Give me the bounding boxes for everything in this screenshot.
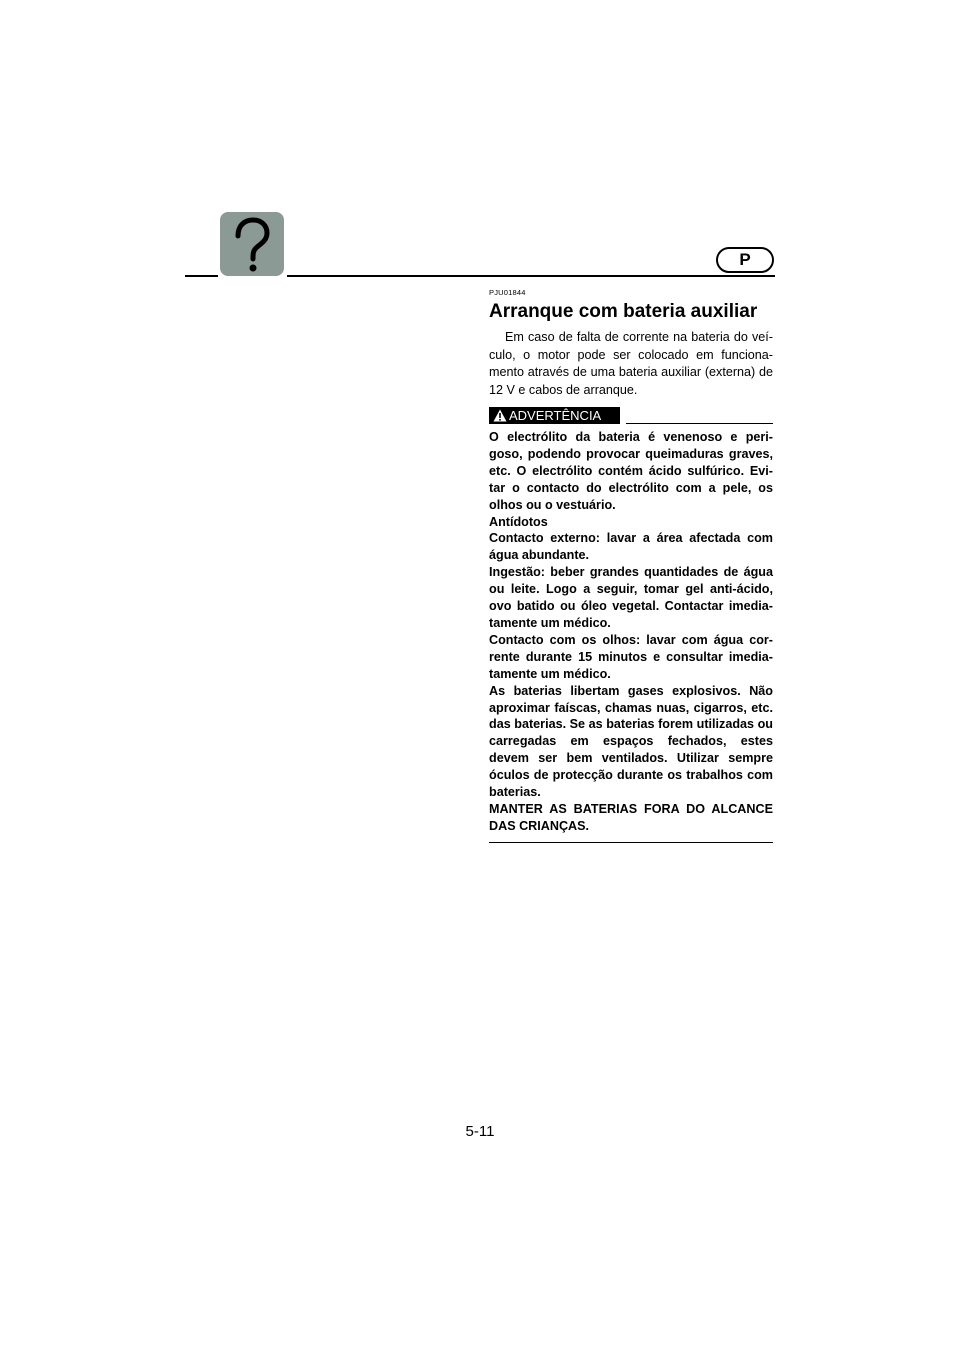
- question-mark-icon: [220, 212, 284, 276]
- warning-label: ADVERTÊNCIA: [509, 408, 602, 423]
- warning-rule: [626, 423, 773, 424]
- content-column: [489, 288, 773, 843]
- warning-paragraph: Antídotos: [489, 514, 548, 529]
- warning-paragraph: Ingestão: beber grandes quantidades de água ou leite. Logo a seguir, tomar gel anti-ácido, ovo batido ou óleo vegetal. Contactar imedia-tamente um médico.: [489, 565, 773, 630]
- section-code: PJU01844: [489, 288, 526, 297]
- section-icon-box: [220, 212, 284, 276]
- warning-paragraph: O electrólito da bateria é venenoso e peri-goso, podendo provocar queimaduras graves, etc. O electrólito contém ácido sulfúrico. Evi-tar o contacto do electrólito com a pele, os olhos ou o vestuário.: [489, 430, 773, 512]
- section-title: Arranque com bateria auxiliar: [489, 301, 758, 322]
- warning-badge: [489, 407, 620, 424]
- warning-paragraph: Contacto externo: lavar a área afectada com água abundante.: [489, 531, 773, 563]
- warning-text: [489, 429, 773, 835]
- header-rule-left: [185, 275, 218, 277]
- warning-triangle-icon: [493, 409, 507, 422]
- warning-paragraph: Contacto com os olhos: lavar com água cor-rente durante 15 minutos e consultar imedia-tamente um médico.: [489, 632, 773, 681]
- language-badge: P: [716, 247, 774, 273]
- page-number: 5-11: [465, 1123, 495, 1140]
- warning-paragraph: As baterias libertam gases explosivos. Não aproximar faíscas, chamas nuas, cigarros, etc. das baterias. Se as baterias forem utilizadas ou carregadas em espaços fechados, estes devem ser bem ventilados. Utilizar sempre óculos de protecção durante os trabalhos com baterias.: [489, 683, 773, 800]
- warning-header: [489, 407, 773, 429]
- warning-end-rule: [489, 842, 773, 843]
- intro-paragraph: Em caso de falta de corrente na bateria do veí-culo, o motor pode ser colocado em funciona-mento através de uma bateria auxiliar (externa) de 12 V e cabos de arranque.: [489, 330, 773, 397]
- header-rule-right: [287, 275, 775, 277]
- warning-paragraph: MANTER AS BATERIAS FORA DO ALCANCE DAS CRIANÇAS.: [489, 801, 773, 833]
